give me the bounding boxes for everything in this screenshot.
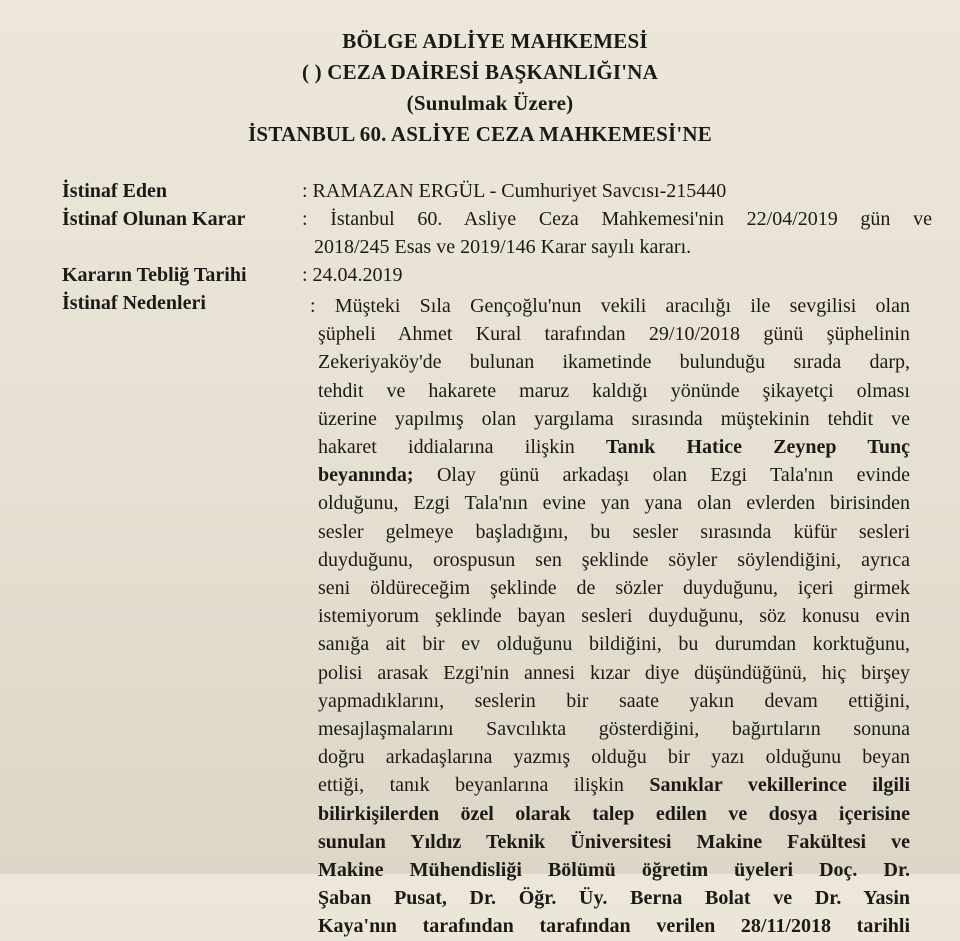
text-line: duyduğunu, orospusun sen şeklinde söyler söylendiğini, ayrıca [318, 548, 910, 571]
text-line: istemiyorum şeklinde bayan sesleri duyduğunu, söz konusu evin [318, 605, 910, 628]
field-label: İstinaf Eden [62, 180, 168, 202]
text-line: şüpheli Ahmet Kural tarafından 29/10/2018 günü şüphelinin [318, 323, 910, 346]
text-line: mesajlaşmalarını Savcılıkta gösterdiğini, bağırtıların sonuna [318, 718, 910, 741]
text-line: yapmadıklarını, seslerin bir saate yakın devam ettiğini, [318, 689, 910, 712]
field-value: : İstanbul 60. Asliye Ceza Mahkemesi'nin 22/04/2019 gün ve [302, 208, 932, 230]
text-line: bilirkişilerden özel olarak talep edilen ve dosya içerisine [318, 802, 910, 825]
field-label: İstinaf Olunan Karar [62, 208, 246, 230]
text-line: sesler gelmeye başladığını, bu sesler sırasında küfür sesleri [318, 520, 910, 543]
bold-run: beyanında; [318, 464, 414, 487]
court-title: BÖLGE ADLİYE MAHKEMESİ [342, 29, 648, 53]
field-teblig-tarihi [62, 261, 932, 289]
text-line: sunulan Yıldız Teknik Üniversitesi Makine Fakültesi ve [318, 830, 910, 853]
field-label: Kararın Tebliğ Tarihi [62, 264, 247, 286]
text-run: hakaret iddialarına ilişkin [318, 436, 606, 459]
department-title: ( ) CEZA DAİRESİ BAŞKANLIĞI'NA [301, 60, 659, 84]
text-line: Zekeriyaköy'de bulunan ikametinde bulunduğu sırada darp, [318, 351, 910, 374]
text-line: polisi arasak Ezgi'nin annesi kızar diye düşündüğünü, hiç birşey [318, 661, 910, 684]
appeal-reasons-text [310, 292, 910, 941]
document-header [0, 26, 960, 150]
text-run: ettiği, tanık beyanlarına ilişkin [318, 774, 650, 797]
text-line: tehdit ve hakarete maruz kaldığı yönünde şikayetçi olması [318, 379, 910, 402]
submission-note: (Sunulmak Üzere) [406, 91, 574, 115]
field-label: İstinaf Nedenleri [62, 292, 206, 314]
field-value: 2018/245 Esas ve 2019/146 Karar sayılı kararı. [314, 236, 692, 258]
text-line [318, 461, 910, 489]
text-line: üzerine yapılmış olan yargılama sırasında müştekinin tehdit ve [318, 407, 910, 430]
bold-run: Tanık Hatice Zeynep Tunç [605, 436, 910, 459]
text-line: olduğunu, Ezgi Tala'nın evine yan yana olan evlerden birisinden [318, 492, 910, 515]
field-istinaf-eden [62, 177, 932, 205]
text-line: Makine Mühendisliği Bölümü öğretim üyeleri Doç. Dr. [318, 859, 910, 882]
field-istinaf-olunan-karar [62, 205, 932, 261]
text-line: doğru arkadaşlarına yazmış olduğu bir yazı olduğunu beyan [318, 746, 910, 769]
text-line: sanığa ait bir ev olduğunu bildiğini, bu durumdan korktuğunu, [318, 633, 910, 656]
text-line: : Müşteki Sıla Gençoğlu'nun vekili aracılığı ile sevgilisi olan [310, 295, 910, 317]
text-line: Kaya'nın tarafından tarafından verilen 28/11/2018 tarihli [318, 915, 910, 938]
field-value: : 24.04.2019 [302, 264, 403, 286]
text-line: Şaban Pusat, Dr. Öğr. Üy. Berna Bolat ve Dr. Yasin [318, 887, 910, 910]
addressee-court: İSTANBUL 60. ASLİYE CEZA MAHKEMESİ'NE [248, 122, 712, 146]
text-line [318, 433, 910, 461]
field-value: : RAMAZAN ERGÜL - Cumhuriyet Savcısı-215440 [302, 180, 727, 202]
bold-run: Sanıklar vekillerince ilgili [649, 774, 910, 797]
text-run: Olay günü arkadaşı olan Ezgi Tala'nın evinde [413, 464, 910, 487]
text-line: seni öldüreceğim şeklinde de sözler duyduğunu, içeri girmek [318, 577, 910, 600]
text-line [318, 771, 910, 799]
